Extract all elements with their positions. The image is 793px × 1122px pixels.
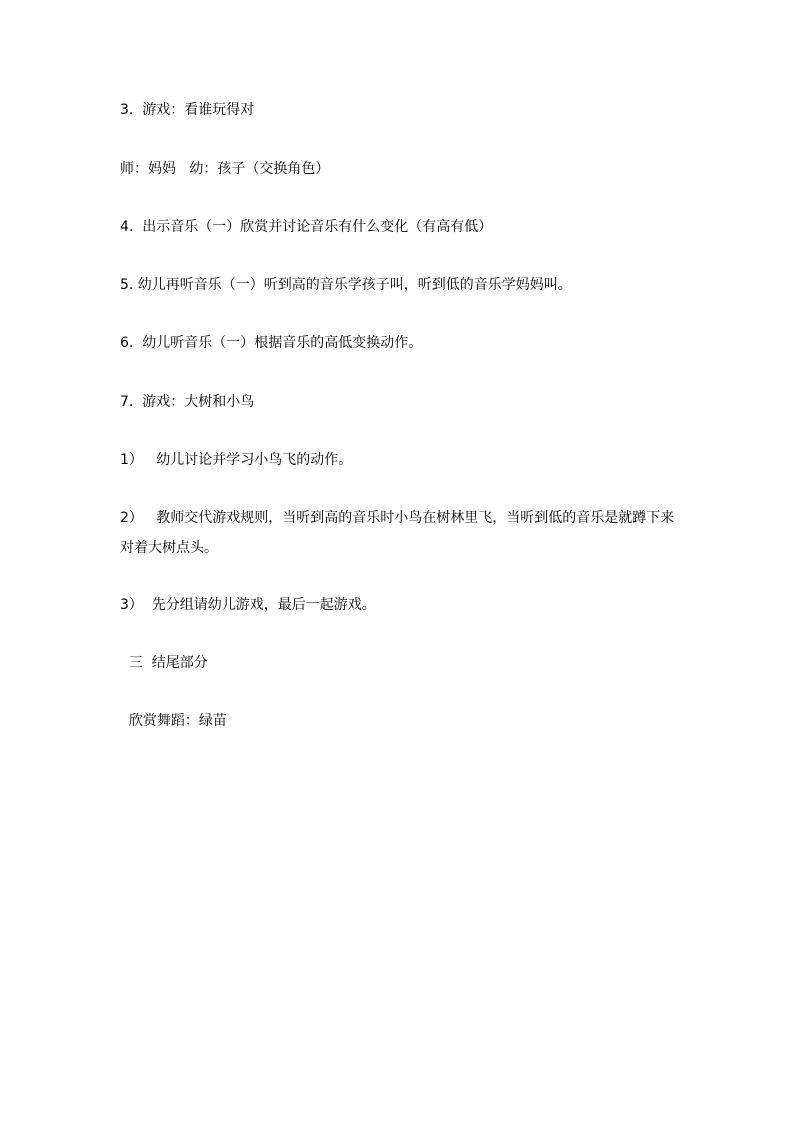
paragraph-step-3: 3） 先分组请幼儿游戏，最后一起游戏。 <box>120 597 376 613</box>
paragraph-dance-appreciation: 欣赏舞蹈：绿苗 <box>120 713 227 729</box>
paragraph-listen-again: 5. 幼儿再听音乐（一）听到高的音乐学孩子叫，听到低的音乐学妈妈叫。 <box>120 277 572 293</box>
paragraph-step-2: 2） 教师交代游戏规则，当听到高的音乐时小鸟在树林里飞，当听到低的音乐是就蹲下来 <box>120 510 675 526</box>
paragraph-change-actions: 6. 幼儿听音乐（一）根据音乐的高低变换动作。 <box>120 335 423 351</box>
paragraph-game-who-plays-right: 3. 游戏：看谁玩得对 <box>120 102 255 118</box>
paragraph-step-2-continued: 对着大树点头。 <box>120 540 218 556</box>
paragraph-present-music: 4. 出示音乐（一）欣赏并讨论音乐有什么变化（有高有低） <box>120 219 493 235</box>
section-heading-ending: 三 结尾部分 <box>120 655 208 671</box>
paragraph-step-1: 1） 幼儿讨论并学习小鸟飞的动作。 <box>120 452 353 468</box>
paragraph-roles-swap: 师：妈妈 幼：孩子（交换角色） <box>120 161 330 177</box>
paragraph-game-tree-bird: 7. 游戏：大树和小鸟 <box>120 394 255 410</box>
